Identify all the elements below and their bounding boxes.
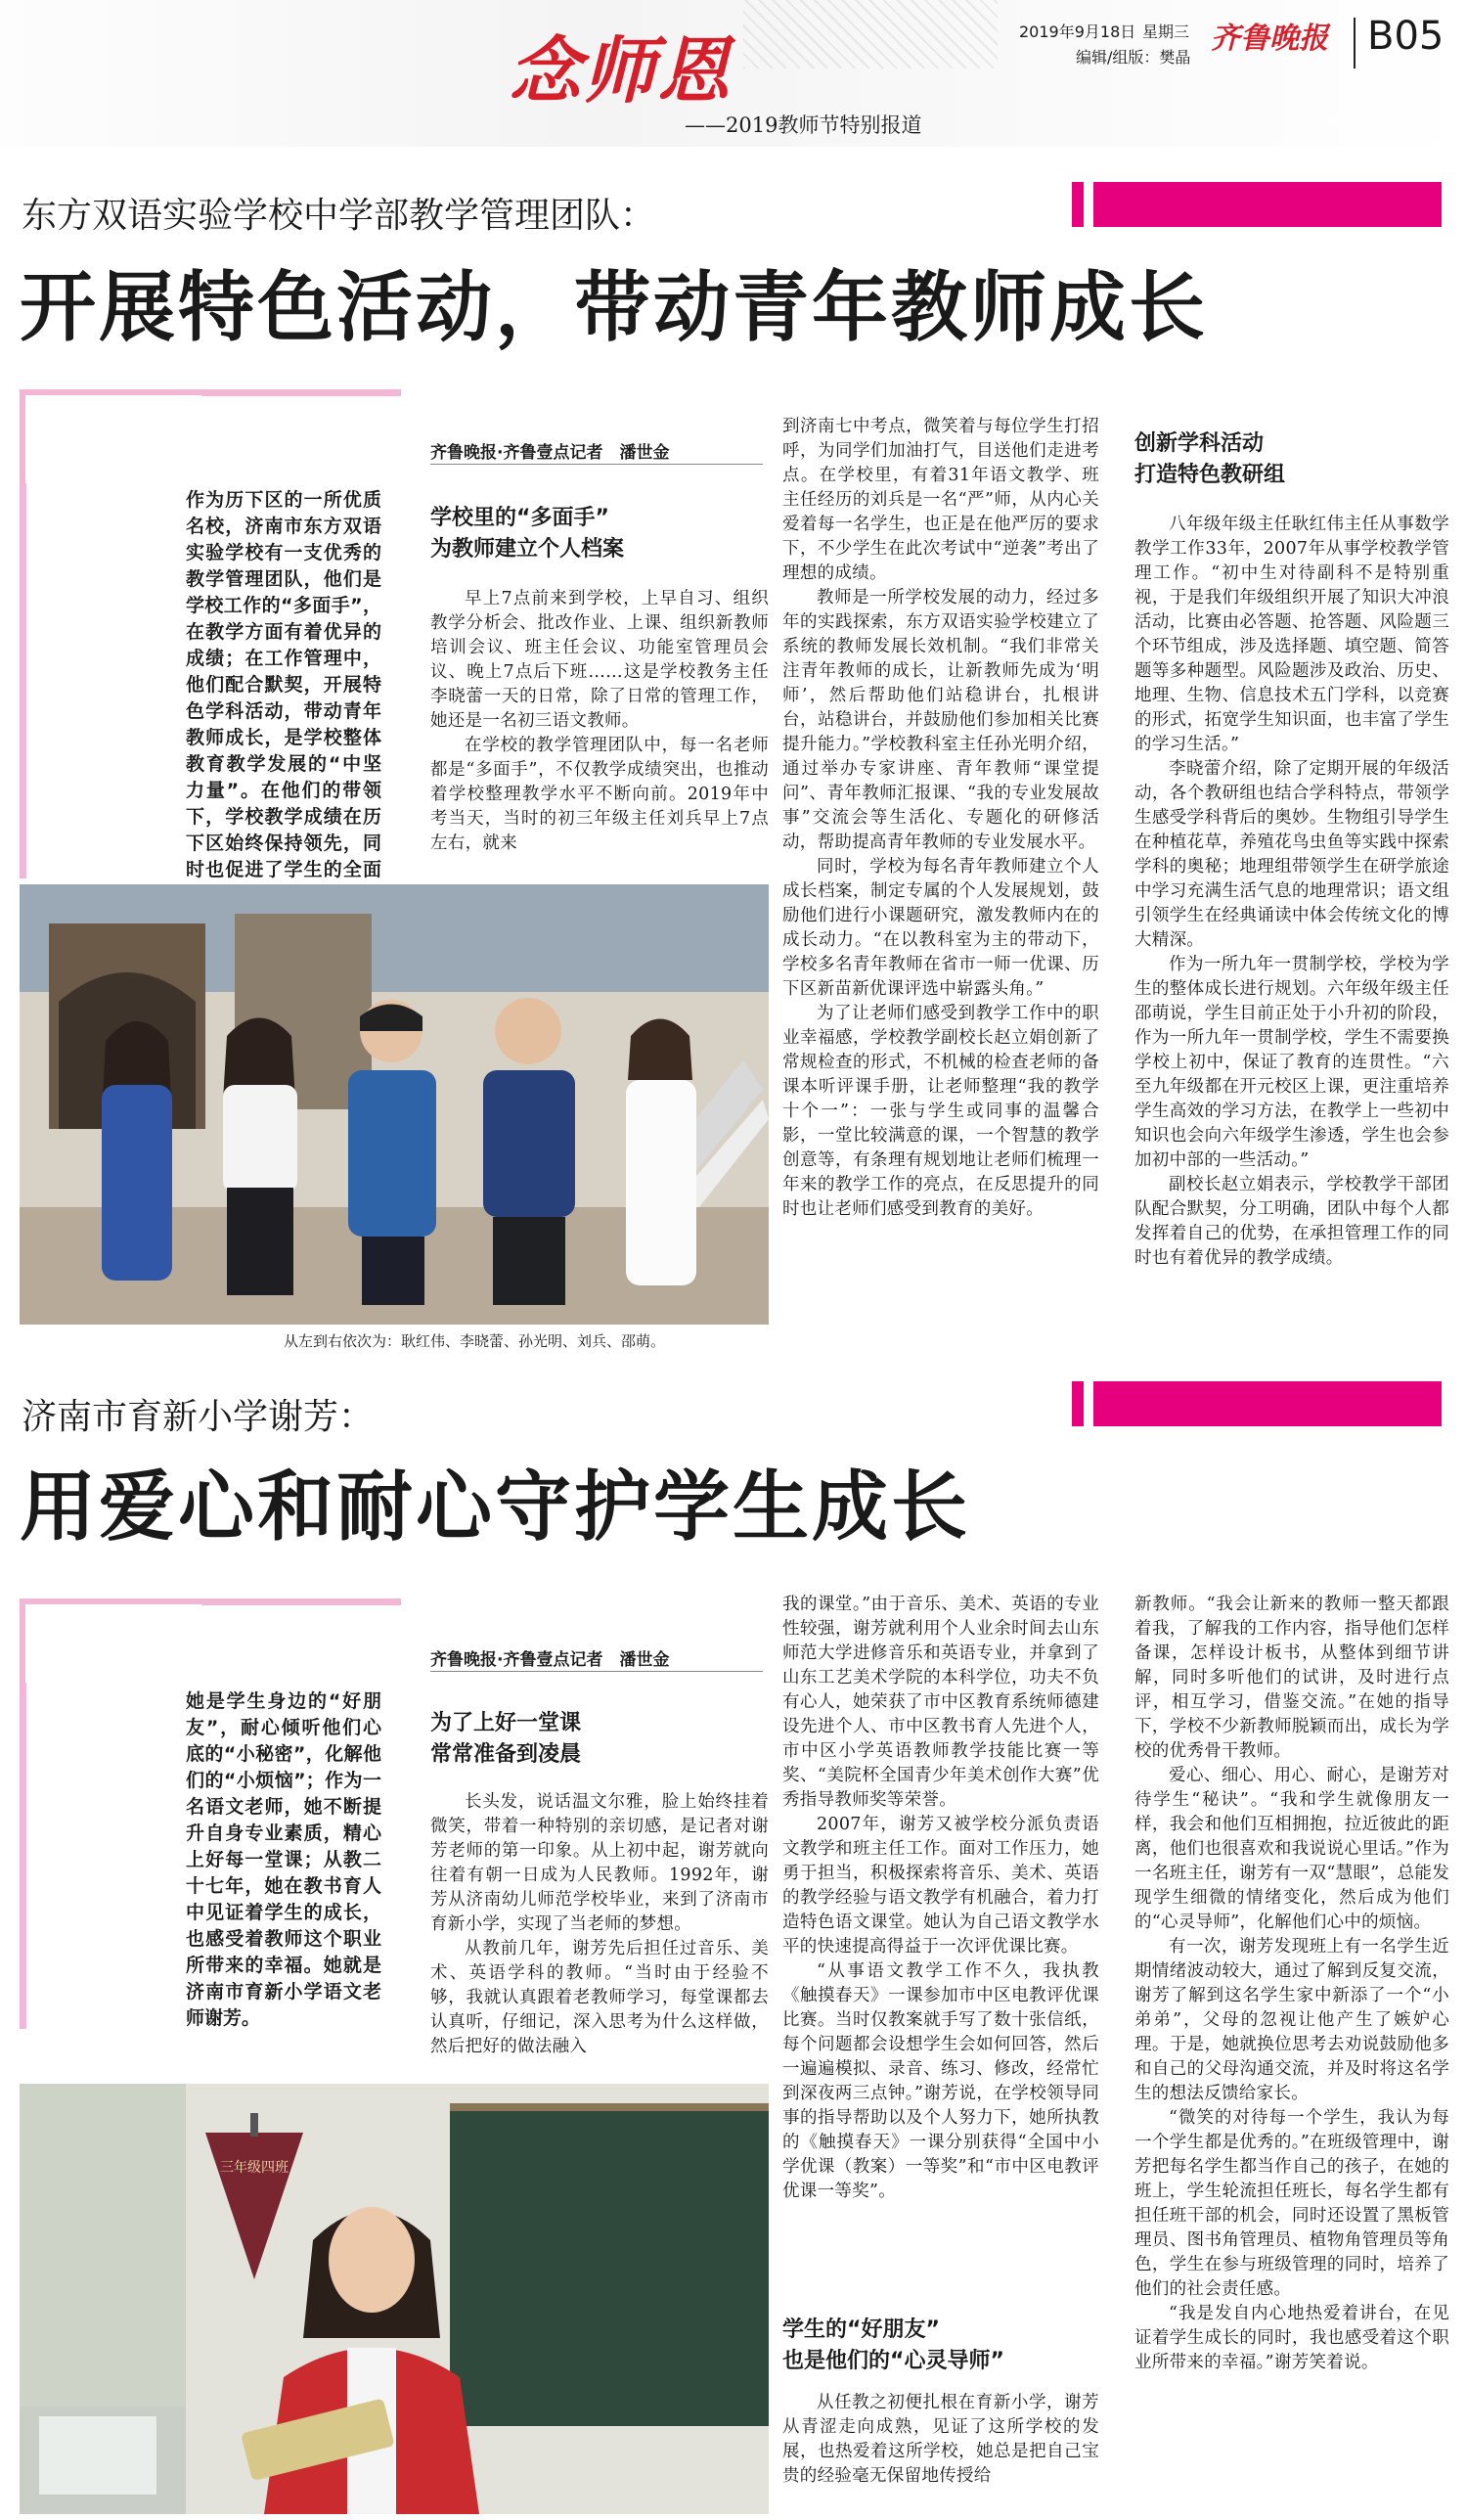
story1-col3-para: 八年级年级主任耿红伟主任从事数学教学工作33年，2007年从事学校教学管理工作。“初中生对待副科不是特别重视，于是我们年级组织开展了知识大冲浪活动，比赛由必答题、抢答题、风险题三个环节组成，涉及选择题、填空题、简答题等多种题型。风险题涉及政治、历史、地理、生物、信息技术五门学科，以竞赛的形式，拓宽学生知识面，也丰富了学生的学习生活。”: [1134, 515, 1449, 754]
story2-column-3: [1134, 1593, 1449, 2375]
story2-col1-para: 长头发，说话温文尔雅，脸上始终挂着微笑，带着一种特别的亲切感，是记者对谢芳老师的第一印象。从上初中起，谢芳就向往着有朝一日成为人民教师。1992年，谢芳从济南幼儿师范学校毕业，来到了济南市育新小学，实现了当老师的梦想。: [430, 1792, 769, 1934]
story1-col3-para: 作为一所九年一贯制学校，学校为学生的整体成长进行规划。六年级年级主任邵萌说，学生目前正处于小升初的阶段，作为一所九年一贯制学校，学生不需要换学校上初中，保证了教育的连贯性。“六至九年级都在开元校区上课，更注重培养学生高效的学习方法，在教学上一些初中知识也会向六年级学生渗透，学生也会参加初中部的一些活动。”: [1134, 955, 1449, 1170]
story2-col2-para: 我的课堂。”由于音乐、美术、英语的专业性较强，谢芳就利用个人业余时间去山东师范大学进修音乐和英语专业，并拿到了山东工艺美术学院的本科学位，功夫不负有心人，她荣获了市中区教育系统师德建设先进个人、市中区教书育人先进个人，市中区小学英语教师教学技能比赛一等奖、“美院杯全国青少年美术创作大赛”优秀指导教师奖等荣誉。: [782, 1595, 1099, 1810]
story1-column-3: [1134, 513, 1449, 1271]
story2-intro: 她是学生身边的“好朋友”，耐心倾听他们心底的“小秘密”，化解他们的“小烦恼”；作为一名语文老师，她不断提升自身专业素质，精心上好每一堂课；从教二十七年，她在教书育人中见证着学生的成长，也感受着教师这个职业所带来的幸福。她就是济南市育新小学语文老师谢芳。: [186, 1690, 381, 2029]
story1-col2-para: 教师是一所学校发展的动力，经过多年的实践探索，东方双语实验学校建立了系统的教师发展长效机制。“我们非常关注青年教师的成长，让新教师先成为‘明师’，然后帮助他们站稳讲台，扎根讲台，站稳讲台，并鼓励他们参加相关比赛提升能力。”学校教科室主任孙光明介绍，通过举办专家讲座、青年教师“课堂提问”、青年教师汇报课、“我的专业发展故事”交流会等生活化、专题化的研修活动，帮助提高青年教师的专业发展水平。: [782, 588, 1099, 852]
story2-accent-bar-1: [1072, 1381, 1084, 1426]
story2-photo: [20, 2084, 769, 2514]
story1-col3-para: 副校长赵立娟表示，学校教学干部团队配合默契，分工明确，团队中每个人都发挥着自己的优势，在承担管理工作的同时也有着优异的教学成绩。: [1134, 1175, 1449, 1268]
story1-photo-caption: 从左到右依次为：耿红伟、李晓蕾、孙光明、刘兵、邵萌。: [284, 1332, 666, 1350]
story2-subhead2: [782, 2315, 1099, 2377]
story2-col3-para: 有一次，谢芳发现班上有一名学生近期情绪波动较大，通过了解到反复交流，谢芳了解到这名学生家中新添了一个“小弟弟”，父母的忽视让他产生了嫉妒心理。于是，她就换位思考去劝说鼓励他多和自己的父母沟通交流，并及时将这名学生的想法反馈给家长。: [1134, 1937, 1449, 2103]
story2-col2b-para: 从任教之初便扎根在育新小学，谢芳从青涩走向成熟，见证了这所学校的发展，也热爱着这所学校，她总是把自己宝贵的经验毫无保留地传授给: [782, 2393, 1099, 2486]
masthead-weekday: 星期三: [1142, 22, 1190, 41]
person-2: [223, 1018, 297, 1296]
masthead-subtitle: ——2019教师节特别报道: [685, 113, 922, 137]
story1-subhead2-line2: 打造特色教研组: [1134, 463, 1286, 487]
story2-column-2b: [782, 2391, 1099, 2489]
paper-logo: 齐鲁晚报: [1211, 22, 1328, 56]
masthead-bg-art: [743, 0, 998, 68]
story2-kicker: 济南市育新小学谢芳：: [22, 1397, 375, 1437]
story1-subhead2: [1134, 428, 1428, 491]
story1-intro-cutout: [25, 395, 201, 483]
story1-column-1: [430, 587, 769, 856]
masthead-divider: [1354, 18, 1356, 68]
masthead: [0, 0, 1467, 147]
masthead-editor: 编辑/组版：樊晶: [1076, 48, 1191, 67]
story1-headline: 开展特色活动，带动青年教师成长: [20, 264, 1209, 352]
story1-col3-para: 李晓蕾介绍，除了定期开展的年级活动，各个教研组也结合学科特点，带领学生感受学科背后的奥妙。生物组引导学生在种植花草，养殖花鸟虫鱼等实践中探索学科的奥秘；地理组带领学生在研学旅途中学习充满生活气息的地理常识；语文组引领学生在经典诵读中体会传统文化的博大精深。: [1134, 759, 1449, 950]
story1-col2-para: 为了让老师们感受到教学工作中的职业幸福感，学校教学副校长赵立娟创新了常规检查的形式，不机械的检查老师的备课本听评课手册，让老师整理“我的教学十个一”：一张与学生或同事的温馨合影，一堂比较满意的课，一个智慧的教学创意等，有条理有规划地让老师们梳理一年来的教学工作的亮点，在反思提升的同时也让老师们感受到教育的美好。: [782, 1004, 1099, 1219]
story2-byline-rule: [430, 1671, 763, 1672]
story1-subhead2-line1: 创新学科活动: [1134, 431, 1265, 456]
story2-col1-para: 从教前几年，谢芳先后担任过音乐、美术、英语学科的教师。“当时由于经验不够，我就认真跟着老教师学习，每堂课都去认真听，仔细记，深入思考为什么这样做，然后把好的做法融入: [430, 1939, 769, 2056]
story2-subhead1-line1: 为了上好一堂课: [430, 1711, 582, 1735]
person-1: [102, 1021, 172, 1281]
story2-subhead1-line2: 常常准备到凌晨: [430, 1742, 582, 1767]
story2-column-1: [430, 1790, 769, 2059]
story1-subhead1-line1: 学校里的“多面手”: [430, 506, 609, 530]
story2-col3-para: 爱心、细心、用心、耐心，是谢芳对待学生“秘诀”。“我和学生就像朋友一样，我会和他们互相拥抱，拉近彼此的距离，他们也很喜欢和我说说心里话。”作为一名班主任，谢芳有一双“慧眼”，总能发现学生细微的情绪变化，然后成为他们的“心灵导师”，化解他们心中的烦恼。: [1134, 1766, 1449, 1932]
story1-col1-para: 早上7点前来到学校，上早自习、组织教学分析会、批改作业、上课、组织新教师培训会议、班主任会议、功能室管理员会议、晚上7点后下班……这是学校教务主任李晓蕾一天的日常，除了日常的管理工作，她还是一名初三语文教师。: [430, 589, 769, 731]
story1-accent-bar-2: [1093, 182, 1442, 227]
story1-subhead1-line2: 为教师建立个人档案: [430, 537, 625, 562]
story2-headline: 用爱心和耐心守护学生成长: [20, 1463, 971, 1552]
story2-col2-para: “从事语文教学工作不久，我执教《触摸春天》一课参加市中区电教评优课比赛。当时仅教案就手写了数十张信纸，每个问题都会设想学生会如何回答，然后一遍遍模拟、录音、练习、修改，经常忙到深夜两三点钟。”谢芳说，在学校领导同事的指导帮助以及个人努力下，她所执教的《触摸春天》一课分别获得“全国中小学优课（教案）一等奖”和“市中区电教评优课一等奖”。: [782, 1961, 1099, 2201]
masthead-date: 2019年9月18日: [1019, 22, 1136, 41]
story1-column-2: [782, 415, 1099, 1222]
story2-col3-para: 新教师。“我会让新来的教师一整天都跟着我，了解我的工作内容，指导他们怎样备课，怎样设计板书，从整体到细节讲解，同时多听他们的试讲，及时进行点评，相互学习，借鉴交流。”在她的指导下，学校不少新教师脱颖而出，成长为学校的优秀骨干教师。: [1134, 1595, 1449, 1761]
story1-byline: 齐鲁晚报·齐鲁壹点记者 潘世金: [430, 443, 670, 463]
story2-col3-para: “微笑的对待每一个学生，我认为每一个学生都是优秀的。”在班级管理中，谢芳把每名学生都当作自己的孩子，在她的班上，学生轮流担任班长，每名学生都有担任班干部的机会，同时还设置了黑板管理员、图书角管理员、植物角管理员等角色，学生在参与班级管理的同时，培养了他们的社会责任感。: [1134, 2108, 1449, 2299]
story1-byline-rule: [430, 464, 763, 465]
story2-accent-bar-2: [1093, 1381, 1442, 1426]
story1-subhead1: [430, 503, 763, 565]
story1-photo-illustration: [20, 884, 769, 1325]
story2-subhead1: [430, 1708, 763, 1771]
story1-intro: 作为历下区的一所优质名校，济南市东方双语实验学校有一支优秀的教学管理团队，他们是学校工作的“多面手”，在教学方面有着优异的成绩；在工作管理中，他们配合默契，开展特色学科活动，带动青年教师成长，是学校整体教育教学发展的“中坚力量”。在他们的带领下，学校教学成绩在历下区始终保持领先，同时也促进了学生的全面: [186, 489, 381, 880]
story1-photo: [20, 884, 769, 1325]
story2-subhead2-line1: 学生的“好朋友”: [782, 2318, 940, 2342]
masthead-brush-title: 念师恩: [509, 29, 732, 113]
story1-col2-para: 同时，学校为每名青年教师建立个人成长档案，制定专属的个人发展规划，鼓励他们进行小课题研究，激发教师内在的成长动力。“在以教科室为主的带动下，学校多名青年教师在省市一师一优课、历下区新苗新优课评选中崭露头角。”: [782, 857, 1099, 999]
story2-col2-para: 2007年，谢芳又被学校分派负责语文教学和班主任工作。面对工作压力，她勇于担当，积极探索将音乐、美术、英语的教学经验与语文教学有机融合，着力打造特色语文课堂。她认为自己语文教学水平的快速提高得益于一次评优课比赛。: [782, 1815, 1099, 1957]
story2-intro-cutout: [25, 1604, 201, 1683]
story1-kicker: 东方双语实验学校中学部教学管理团队：: [22, 196, 656, 236]
story1-accent-bar-1: [1072, 182, 1084, 227]
story2-photo-illustration: [20, 2084, 769, 2514]
story2-byline: 齐鲁晚报·齐鲁壹点记者 潘世金: [430, 1650, 670, 1670]
pennant-label: 三年级四班: [220, 2160, 289, 2176]
story2-column-2: [782, 1593, 1099, 2204]
page-number: B05: [1367, 14, 1445, 59]
story1-col2-para: 到济南七中考点，微笑着与每位学生打招呼，为同学们加油打气，目送他们走进考点。在学校里，有着31年语文教学、班主任经历的刘兵是一名“严”师，从内心关爱着每一名学生，也正是在他严厉的要求下，不少学生在此次考试中“逆袭”考出了理想的成绩。: [782, 417, 1099, 583]
person-5: [626, 1019, 696, 1286]
story2-subhead2-line2: 也是他们的“心灵导师”: [782, 2349, 1004, 2373]
story1-col1-para: 在学校的教学管理团队中，每一名老师都是“多面手”，不仅教学成绩突出，也推动着学校整理教学水平不断向前。2019年中考当天，当时的初三年级主任刘兵早上7点左右，就来: [430, 736, 769, 853]
story2-col3-para: “我是发自内心地热爱着讲台，在见证着学生成长的同时，我也感受着这个职业所带来的幸福。”谢芳笑着说。: [1134, 2304, 1449, 2372]
